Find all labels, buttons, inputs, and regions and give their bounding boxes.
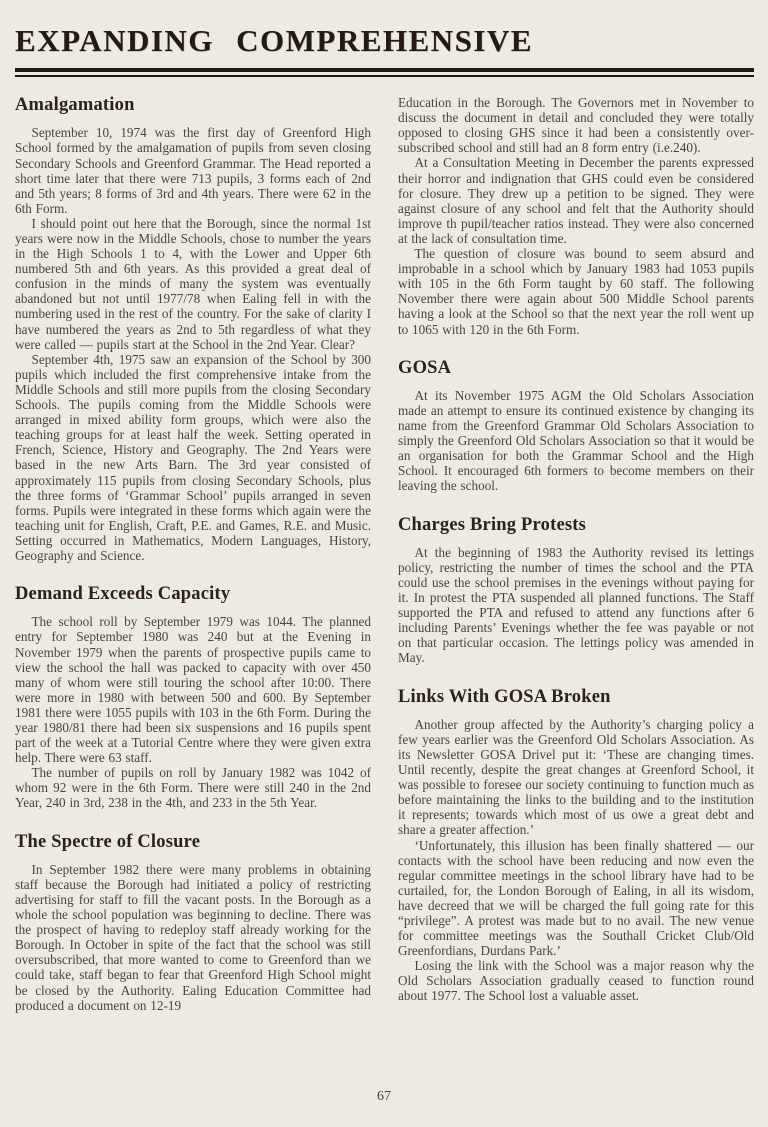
section-heading-demand-exceeds-capacity: Demand Exceeds Capacity — [15, 584, 231, 605]
masthead — [15, 24, 754, 77]
right-column — [398, 95, 754, 1013]
paragraph: At a Consultation Meeting in December the parents expressed their horror and indignation that GHS could even be considered for closure. They drew up a petition to be signed. They were against closure of any school and felt that the Authority should improve th pupil/teacher ratios instead. They were also concerned at the lack of consultation time. — [398, 155, 754, 246]
paragraph: I should point out here that the Borough, since the normal 1st years were now in the Middle Schools, chose to number the years in the High Schools 1 to 4, with the Lower and Upper 6th numbered 5th and 6th years. As this provided a great deal of confusion in the minds of many the system was eventually abandoned but not until 1977/78 when Ealing fell in with the numbering used in the rest of the country. For the sake of clarity I have numbered the years as 2nd to 5th regardless of what they were called — pupils start at the School in the 2nd Year. Clear? — [15, 215, 371, 352]
section-heading-links-with-gosa-broken: Links With GOSA Broken — [398, 686, 611, 707]
page-number: 67 — [377, 1089, 391, 1104]
page-title: EXPANDING COMPREHENSIVE — [15, 23, 533, 58]
section-demand-exceeds-capacity — [15, 584, 371, 810]
paragraph: At its November 1975 AGM the Old Scholars Association made an attempt to ensure its continued existence by changing its name from the Greenford Grammar Old Scholars Association to simply the Greenford Old Scholars Association so that it would be an organisation for both the Grammar School and the High School. It encouraged 6th formers to become members on their leaving the school. — [398, 387, 754, 494]
two-column-body — [15, 95, 754, 1013]
section-heading-gosa: GOSA — [398, 357, 452, 378]
paragraph: The number of pupils on roll by January 1982 was 1042 of whom 92 were in the 6th Form. There were still 240 in the 2nd Year, 240 in 3rd, 238 in the 4th, and 233 in the 5th Year. — [15, 765, 371, 811]
paragraph: September 10, 1974 was the first day of Greenford High School formed by the amalgamation of pupils from seven closing Secondary Schools and Greenford Grammar. The Head reported a short time later that there were 713 pupils, 3 forms each of 2nd and 5th years; 8 forms of 3rd and 4th years. There were 62 in the 6th Form. — [15, 125, 371, 216]
title-rule — [15, 68, 754, 77]
section-charges-bring-protests — [398, 515, 754, 666]
section-amalgamation — [15, 95, 371, 563]
section-heading-spectre-of-closure: The Spectre of Closure — [15, 831, 201, 852]
paragraph: In September 1982 there were many problems in obtaining staff because the Borough had initiated a policy of restricting advertising for staff to fill the vacant posts. In the Borough as a whole the school population was beginning to decline. There was the prospect of having to redeploy staff already working for the Borough. In October in spite of the fact that the school was still oversubscribed, that more wanted to come to Greenford than we could take, staff began to fear that Greenford High School might be closed by the Authority. Ealing Education Committee had produced a document on 12-19 — [15, 861, 371, 1013]
section-links-with-gosa-broken — [398, 687, 754, 1004]
section-gosa — [398, 358, 754, 494]
paragraph: September 4th, 1975 saw an expansion of the School by 300 pupils which included the first comprehensive intake from the Middle Schools and still more pupils from the closing Secondary Schools. The pupils coming from the Middle Schools were arranged in mixed ability form groups, which were also the teaching groups for at least half the week. Setting operated in French, Science, History and Geography. The 2nd Years were based in the new Arts Barn. The 3rd year consisted of approximately 115 pupils from closing Secondary Schools, plus the three forms of ‘Grammar School’ pupils arranged in seven forms. Pupils were integrated in these forms which again were the teaching unit for English, Craft, P.E. and Games, R.E. and Music. Setting occurred in Mathematics, Modern Languages, History, Geography and Science. — [15, 351, 371, 563]
paragraph: Another group affected by the Authority’s charging policy a few years earlier was the Greenford Old Scholars Association. As its Newsletter GOSA Drivel put it: ‘These are changing times. Until recently, despite the great changes at Greenford School, it was possible to foresee our society continuing to function much as before maintaining the links to the building and to the institution it represents; towards which most of us owe a great debt and share a greater affection.’ — [398, 716, 754, 838]
section-spectre-of-closure — [15, 832, 371, 1013]
section-spectre-continuation — [398, 95, 754, 337]
paragraph: Losing the link with the School was a major reason why the Old Scholars Association gradually ceased to function round about 1977. The School lost a valuable asset. — [398, 958, 754, 1004]
paragraph: At the beginning of 1983 the Authority revised its lettings policy, restricting the number of times the school and the PTA could use the school premises in the evenings without paying for it. In protest the PTA suspended all planned functions. The Staff supported the PTA and refused to attend any functions after 6 including Parents’ Evenings whether the fee was payable or not on that particular occasion. The lettings policy was amended in May. — [398, 544, 754, 666]
section-heading-amalgamation: Amalgamation — [15, 95, 135, 116]
paragraph: Education in the Borough. The Governors met in November to discuss the document in detail and concluded they were totally opposed to closing GHS since it had been a consistently over-subscribed school and still had an 8 form entry (i.e.240). — [398, 95, 754, 156]
paragraph: ‘Unfortunately, this illusion has been finally shattered — our contacts with the school have been reducing and now even the regular committee meetings in the school library have had to be curtailed, for, the London Borough of Ealing, in all its wisdom, have decreed that we will be charged the full going rate for this “privilege”. A protest was made but to no avail. The new venue for committee meetings was the Southall Cricket Club/Old Greenfordians, Durdans Park.’ — [398, 837, 754, 959]
section-heading-charges-bring-protests: Charges Bring Protests — [398, 514, 587, 535]
paragraph: The school roll by September 1979 was 1044. The planned entry for September 1980 was 240 but at the Evening in November 1979 when the parents of prospective pupils came to view the school the hall was packed to capacity with over 450 many of whom were still touring the school after 10:00. There were more in 1980 with between 500 and 600. By September 1981 there were 1055 pupils with 103 in the 6th Form. During the year 1980/81 there had been six suspensions and 16 pupils spent part of the week at a Tutorial Centre where they were given extra help. There were 63 staff. — [15, 614, 371, 766]
left-column — [15, 95, 371, 1013]
paragraph: The question of closure was bound to seem absurd and improbable in a school which by January 1983 had 1053 pupils with 105 in the 6th Form taught by 60 staff. The following November there were again about 500 Middle School parents having a look at the School so that the next year the roll went up to 1065 with 120 in the 6th Form. — [398, 246, 754, 337]
